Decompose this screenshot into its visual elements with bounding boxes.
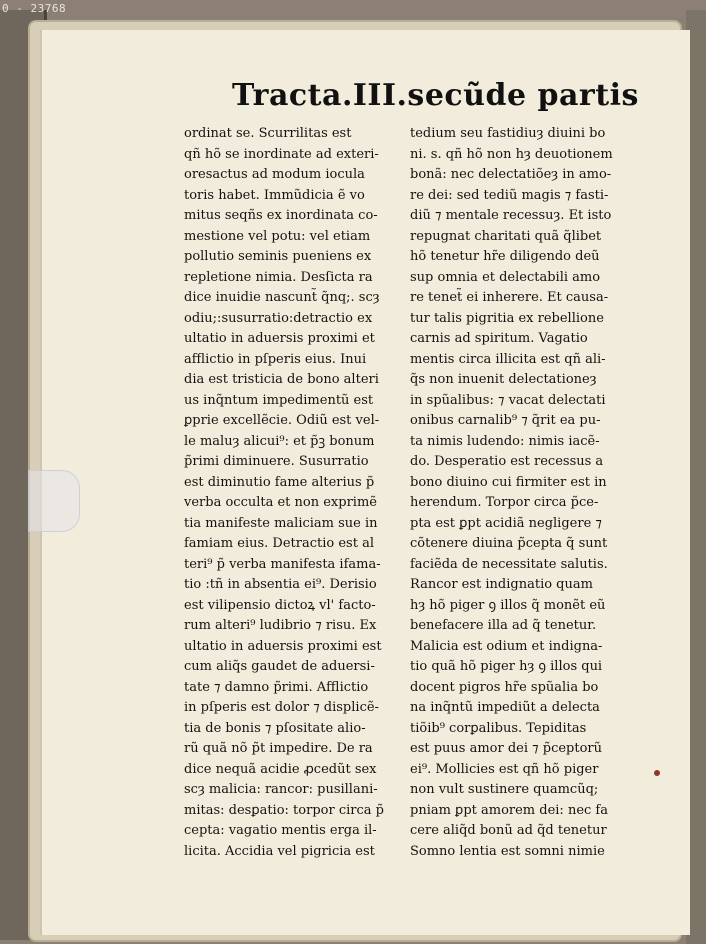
text-line: Malicia est odium et indigna- xyxy=(410,638,603,654)
text-line: ta nimis ludendo: nimis iacẽ- xyxy=(410,433,600,449)
ink-spot xyxy=(654,770,660,776)
text-line: tio :tñ in absentia ei⁹. Derisio xyxy=(184,577,377,592)
text-line: tedium seu fastidiuȝ diuini bo xyxy=(410,126,606,141)
running-header: Tracta.III.secũde partis xyxy=(232,78,639,113)
text-line: ꝑprie excellẽcie. Odiũ est vel- xyxy=(184,413,380,428)
text-line: tur talis pigritia ex rebellione xyxy=(410,310,604,326)
right-text-column xyxy=(410,124,628,862)
text-line: rum alteri⁹ ludibrio ⁊ risu. Ex xyxy=(184,618,377,633)
text-line: est vilipensio dictoꝝ vl' facto- xyxy=(184,597,376,613)
text-line: cepta: vagatio mentis erga il- xyxy=(184,823,377,838)
text-line: ordinat se. Scurrilitas est xyxy=(184,126,352,141)
text-line: mitus seqñs ex inordinata co- xyxy=(184,208,378,223)
text-line: pta est ꝑpt acidiã negligere ⁊ xyxy=(410,515,602,531)
text-line: hõ tenetur hr̃e diligendo deũ xyxy=(410,249,600,264)
text-line: non vult sustinere quamcũq; xyxy=(410,782,599,797)
text-line: odiu;:susurratio:detractio ex xyxy=(184,310,373,326)
text-line: ultatio in aduersis proximi est xyxy=(184,638,382,654)
text-line: pollutio seminis pueniens ex xyxy=(184,249,372,264)
text-line: pniam ꝑpt amorem dei: nec fa xyxy=(410,802,608,818)
text-line: mitas: desꝑatio: torpor circa p̃ xyxy=(184,802,384,818)
text-line: ei⁹. Mollicies est qñ hõ piger xyxy=(410,761,599,777)
text-line: in pſperis est dolor ⁊ displicẽ- xyxy=(184,700,379,715)
text-line: licita. Accidia vel pigricia est xyxy=(184,843,375,859)
text-line: famiam eius. Detractio est al xyxy=(184,536,374,551)
text-line: benefacere illa ad q̃ tenetur. xyxy=(410,618,597,633)
text-line: Rancor est indignatio quam xyxy=(410,577,593,592)
text-line: p̃rimi diminuere. Susurratio xyxy=(184,454,369,469)
text-line: in spũalibus: ⁊ vacat delectati xyxy=(410,392,606,408)
catalog-number: 0 - 23768 xyxy=(2,2,67,15)
text-line: re tenet̃ ei inherere. Et causa- xyxy=(410,290,609,305)
text-line: Somno lentia est somni nimie xyxy=(410,843,605,859)
text-line: dia est tristicia de bono alteri xyxy=(184,372,379,387)
text-line: repugnat charitati quã q̃libet xyxy=(410,228,602,244)
text-line: teri⁹ p̃ verba manifesta ifama- xyxy=(184,556,381,572)
text-line: toris habet. Immũdicia ẽ vo xyxy=(184,187,365,203)
text-line: afflictio in pſperis eius. Inui xyxy=(184,351,367,367)
text-line: us inq̃ntum impedimentũ est xyxy=(184,392,374,408)
text-line: diũ ⁊ mentale recessuȝ. Et isto xyxy=(410,208,612,223)
text-line: re dei: sed tediũ magis ⁊ fasti- xyxy=(410,187,609,203)
text-line: cum aliq̃s gaudet de aduersi- xyxy=(184,659,375,674)
text-line: tia manifeste maliciam sue in xyxy=(184,515,378,531)
text-line: do. Desperatio est recessus a xyxy=(410,454,604,469)
text-line: faciẽda de necessitate salutis. xyxy=(410,556,608,572)
text-line: est diminutio fame alterius p̃ xyxy=(184,474,375,490)
text-line: onibus carnalib⁹ ⁊ q̃rit ea pu- xyxy=(410,413,601,428)
left-text-column xyxy=(184,124,402,862)
text-line: oresactus ad modum iocula xyxy=(184,167,365,182)
text-line: qñ hõ se inordinate ad exteri- xyxy=(184,146,379,162)
text-line: q̃s non inuenit delectationeȝ xyxy=(410,372,597,387)
text-line: repletione nimia. Desſicta ra xyxy=(184,269,373,285)
text-line: verba occulta et non exprimẽ xyxy=(184,495,377,510)
text-line: tate ⁊ damno p̃rimi. Afflictio xyxy=(184,679,369,695)
text-line: dice inuidie nascunt̃ q̃nq;. scȝ xyxy=(184,290,380,305)
text-line: tio quã hõ piger hȝ ꝯ illos qui xyxy=(410,659,603,674)
text-line: docent pigros hr̃e spũalia bo xyxy=(410,679,599,695)
text-line: hȝ hõ piger ꝯ illos q̃ monẽt eũ xyxy=(410,597,606,613)
text-line: na inq̃ntũ impediũt a delecta xyxy=(410,700,600,715)
text-line: tiõib⁹ corꝑalibus. Tepiditas xyxy=(410,720,587,736)
text-line: bono diuino cui firmiter est in xyxy=(410,474,607,490)
text-line: cere aliq̃d bonũ ad q̃d tenetur xyxy=(410,823,607,838)
text-line: scȝ malicia: rancor: pusillani- xyxy=(184,782,378,797)
text-line: dice nequã acidie ꝓcedũt sex xyxy=(184,761,377,777)
text-line: ni. s. qñ hõ non hȝ deuotionem xyxy=(410,146,613,162)
text-line: sup omnia et delectabili amo xyxy=(410,269,601,285)
text-line: cõtenere diuina p̃cepta q̃ sunt xyxy=(410,536,608,551)
text-line: carnis ad spiritum. Vagatio xyxy=(410,331,588,346)
text-line: le maluȝ alicui⁹: et p̃ꝫ bonum xyxy=(184,433,375,449)
text-line: mentis circa illicita est qñ ali- xyxy=(410,351,606,367)
text-line: rũ quã nõ p̃t impedire. De ra xyxy=(184,741,373,756)
text-line: bonã: nec delectatiõeȝ in amo- xyxy=(410,167,612,182)
text-line: mestione vel potu: vel etiam xyxy=(184,228,371,244)
text-line: ultatio in aduersis proximi et xyxy=(184,331,375,346)
text-line: est puus amor dei ⁊ p̃ceptorũ xyxy=(410,741,602,756)
text-line: herendum. Torpor circa p̃ce- xyxy=(410,495,599,510)
page-clip xyxy=(28,470,80,532)
text-line: tia de bonis ⁊ pſositate alio- xyxy=(184,720,366,736)
